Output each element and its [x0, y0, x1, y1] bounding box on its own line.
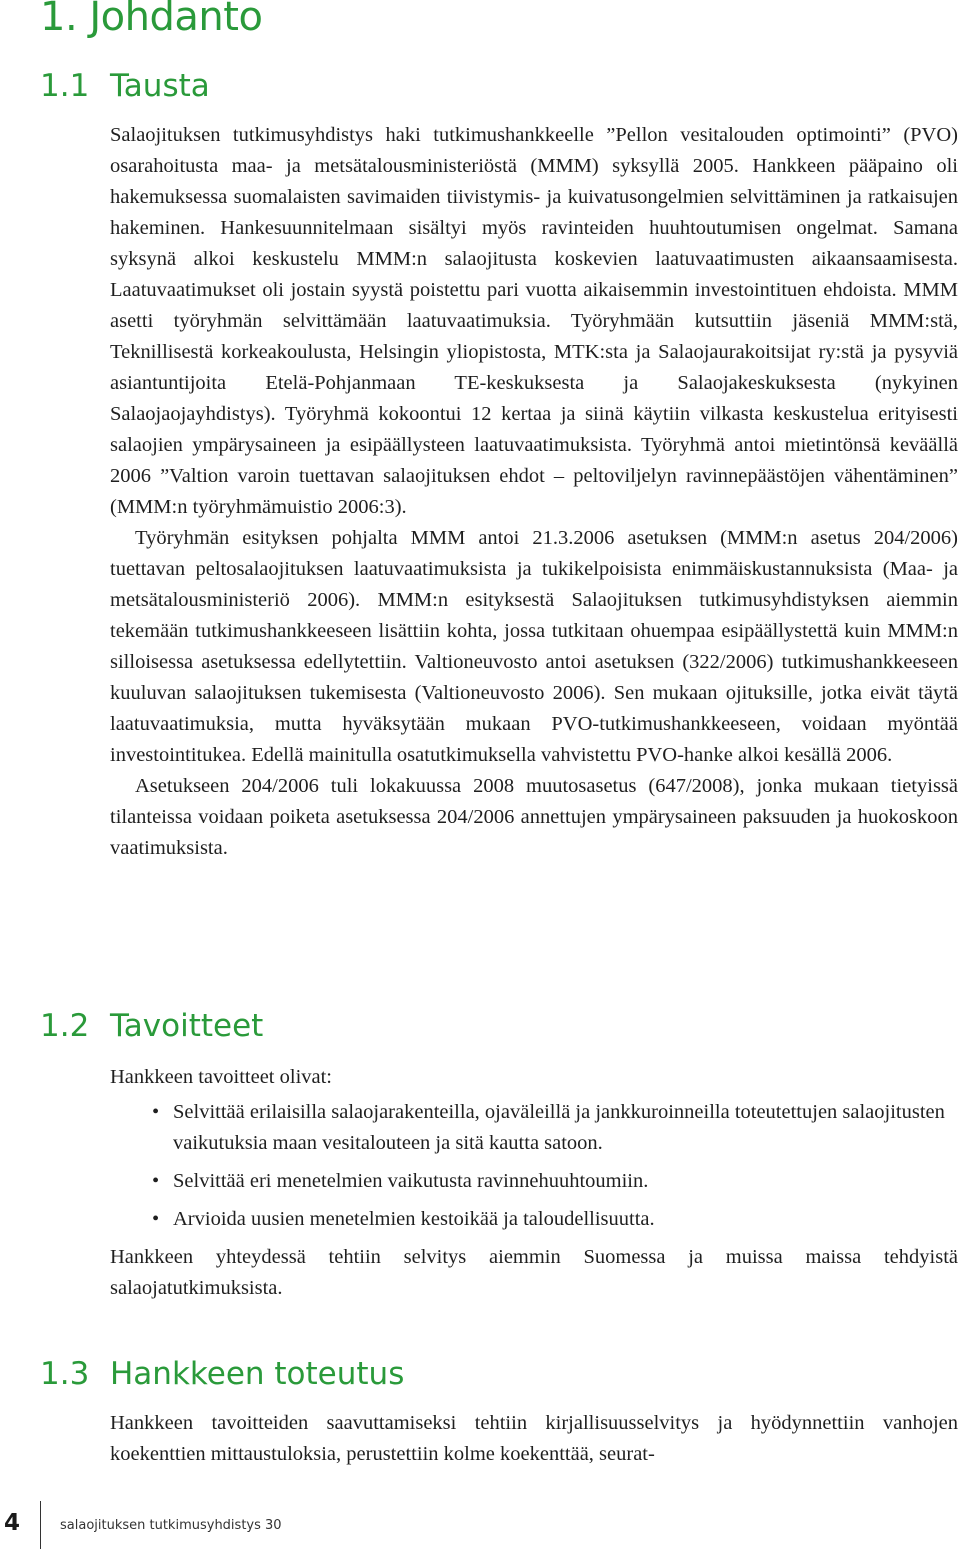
section-heading-toteutus	[40, 1356, 404, 1392]
bullet-icon: •	[152, 1170, 160, 1192]
bullet-icon: •	[152, 1101, 160, 1123]
paragraph: Työryhmän esityksen pohjalta MMM antoi 21.3.2006 asetuksen (MMM:n asetus 204/2006) tuettavan peltosalaojituksen laatuvaatimuksista ja tukikelpoisista enimmäiskustannuksista (Maa- ja metsätalousministeriö 2006). MMM:n esityksestä Salaojituksen tutkimusyhdistyksen aiemmin tekemään tutkimushankkeeseen lisättiin kohta, jossa tutkitaan ohuempaa esipäällystettä kuin MMM:n silloisessa asetuksessa edellytettiin. Valtioneuvosto antoi asetuksen (322/2006) tutkimushankkeeseen kuuluvan salaojituksen tukemisesta (Valtioneuvosto 2006). Sen mukaan ojituksille, jotka eivät täytä laatuvaatimuksia, mutta hyväksytään mukaan PVO-tutkimushankkeeseen, voidaan myöntää investointitukea. Edellä mainitulla osatutkimuksella vahvistettu PVO-hanke alkoi kesällä 2006.	[110, 527, 958, 766]
section-heading-tausta	[40, 68, 210, 104]
section-number: 1.2	[40, 1008, 90, 1044]
section-heading-tavoitteet	[40, 1008, 263, 1044]
list-item-text: Arvioida uusien menetelmien kestoikää ja taloudellisuutta.	[173, 1208, 655, 1230]
paragraph: Hankkeen tavoitteiden saavuttamiseksi tehtiin kirjallisuusselvitys ja hyödynnettiin vanhojen koekenttien mittaustuloksia, perustettiin kolme koekenttää, seurat-	[110, 1412, 958, 1465]
paragraph: Salaojituksen tutkimusyhdistys haki tutkimushankkeelle ”Pellon vesitalouden optimointi” (PVO) osarahoitusta maa- ja metsätalousministeriöstä (MMM) syksyllä 2005. Hankkeen pääpaino oli hakemuksessa suomalaisten savimaiden tiivistymis- ja kuivatusongelmien selvittäminen ja ratkaisujen hakeminen. Hankesuunnitelmaan sisältyi myös ravinteiden huuhtoutumisen ongelmat. Samana syksynä alkoi keskustelu MMM:n salaojitusta koskevien laatuvaatimusten aikaansaamisesta. Laatuvaatimukset oli jostain syystä poistettu pari vuotta aikaisemmin investointituen ehdoista. MMM asetti työryhmän selvittämään laatuvaatimuksia. Työryhmään kutsuttiin jäseniä MMM:stä, Teknillisestä korkeakoulusta, Helsingin yliopistosta, MTK:sta ja Salaojaurakoitsijat ry:stä ja pysyviä asiantuntijoita Etelä-Pohjanmaan TE-keskuksesta ja Salaojakeskuksesta (nykyinen Salaojaojayhdistys). Työryhmä kokoontui 12 kertaa ja siinä käytiin vilkasta keskustelua erityisesti salaojien ympärysaineen ja esipäällysteen laatuvaatimuksista. Työryhmä antoi mietintönsä keväällä 2006 ”Valtion varoin tuettavan salaojituksen ehdot – peltoviljelyn ravinnepäästöjen vähentäminen” (MMM:n työryhmämuistio 2006:3).	[110, 124, 958, 518]
chapter-title: 1. Johdanto	[40, 0, 263, 40]
list-item	[110, 1166, 958, 1197]
footer-divider	[40, 1501, 41, 1549]
section-title-text: Hankkeen toteutus	[110, 1356, 405, 1392]
section-body-tausta	[110, 120, 958, 864]
page-number: 4	[4, 1510, 21, 1536]
list-item	[110, 1204, 958, 1235]
section-title-text: Tausta	[110, 68, 210, 104]
section-number: 1.3	[40, 1356, 90, 1392]
list-item	[110, 1097, 958, 1159]
goals-list	[110, 1097, 958, 1235]
bullet-icon: •	[152, 1208, 160, 1230]
list-item-text: Selvittää erilaisilla salaojarakenteilla, ojaväleillä ja jankkuroinneilla toteutettujen salaojitusten vaikutuksia maan vesitalouteen ja sitä kautta satoon.	[173, 1101, 945, 1154]
section-body-toteutus	[110, 1408, 958, 1470]
footer-publication: salaojituksen tutkimusyhdistys 30	[60, 1518, 282, 1533]
section-number: 1.1	[40, 68, 90, 104]
section-body-tavoitteet	[110, 1062, 958, 1304]
goals-intro: Hankkeen tavoitteet olivat:	[110, 1066, 333, 1088]
goals-outro: Hankkeen yhteydessä tehtiin selvitys aiemmin Suomessa ja muissa maissa tehdyistä salaojatutkimuksista.	[110, 1246, 958, 1299]
paragraph: Asetukseen 204/2006 tuli lokakuussa 2008 muutosasetus (647/2008), jonka mukaan tietyissä tilanteissa voidaan poiketa asetuksessa 204/2006 annettujen ympärysaineen paksuuden ja huokoskoon vaatimuksista.	[110, 775, 958, 859]
list-item-text: Selvittää eri menetelmien vaikutusta ravinnehuuhtoumiin.	[173, 1170, 649, 1192]
section-title-text: Tavoitteet	[110, 1008, 264, 1044]
